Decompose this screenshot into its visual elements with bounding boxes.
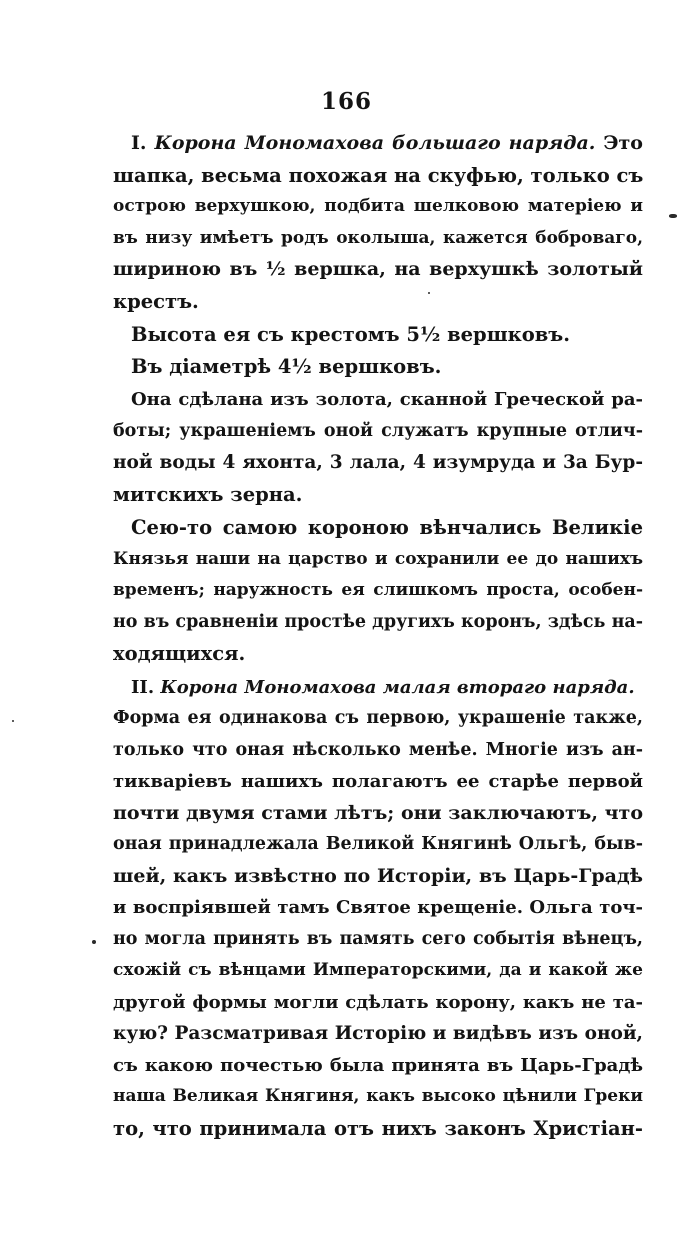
text-line: Высота ея съ крестомъ 5½ вершковъ. [131, 323, 571, 346]
text-line: ной воды 4 яхонта, 3 лала, 4 изумруда и 3а Бур- [113, 452, 643, 473]
text-line: боты; украшеніемъ оной служатъ крупные отлич- [113, 420, 643, 441]
text-line: шей, какъ извѣстно по Исторіи, въ Царь-Градѣ [113, 864, 643, 887]
text-line: Въ діаметрѣ 4½ вершковъ. [131, 354, 442, 378]
text-line: митскихъ зерна. [113, 482, 303, 506]
text-line: почти двумя стами лѣтъ; они заключаютъ, что [113, 801, 643, 824]
ink-speck [428, 292, 430, 294]
text-line: шириною въ ½ вершка, на верхушкѣ золотый [113, 258, 643, 280]
text-line: Форма ея одинакова съ первою, украшеніе также, [113, 708, 643, 728]
text-line: оная принадлежала Великой Княгинѣ Ольгѣ, быв- [113, 834, 643, 854]
page-number: 166 [320, 88, 372, 115]
text-line: только что оная нѣсколько менѣе. Многіе изъ ан- [113, 739, 643, 760]
text-line [113, 672, 643, 704]
ink-speck [12, 720, 14, 722]
text-line: кую? Разсматривая Исторію и видѣвъ изъ оной, [113, 1023, 643, 1044]
text-line: но въ сравненіи простѣе другихъ коронъ, здѣсь на- [113, 611, 643, 632]
text-line: тикваріевъ нашихъ полагаютъ ее старѣе первой [113, 771, 643, 792]
text-line: ходящихся. [113, 642, 246, 665]
text-line: съ какою почестью была принята въ Царь-Градѣ [113, 1054, 643, 1076]
ink-speck [669, 214, 677, 218]
text-line: другой формы могли сдѣлать корону, какъ не та- [113, 991, 643, 1013]
text-line: шапка, весьма похожая на скуфью, только съ [113, 163, 643, 187]
text-line [113, 128, 643, 160]
text-line: и воспріявшей тамъ Святое крещеніе. Ольга точ- [113, 897, 643, 918]
section-heading: Корона Мономахова большаго наряда. [154, 132, 596, 154]
text-line: острою верхушкою, подбита шелковою матеріею и [113, 196, 643, 216]
text-line: но могла принять въ память сего событія вѣнецъ, [113, 928, 643, 949]
body-text [113, 128, 643, 1144]
text-line: Князья наши на царство и сохранили ее до нашихъ [113, 548, 643, 569]
text-line: Сею-то самою короною вѣнчались Великіе [131, 516, 643, 539]
text-line: временъ; наружность ея слишкомъ проста, особен- [113, 580, 643, 600]
section-heading: Корона Мономахова малая втораго наряда. [160, 676, 635, 698]
text-run: Это [595, 132, 643, 154]
text-line: въ низу имѣетъ родъ околыша, кажется боброваго, [113, 227, 643, 248]
text-line: то, что принимала отъ нихъ законъ Христіан- [113, 1116, 643, 1140]
text-line: схожій съ вѣнцами Императорскими, да и какой же [113, 960, 643, 980]
text-line: Она сдѣлана изъ золота, сканной Греческой ра- [131, 389, 643, 410]
text-line: наша Великая Княгиня, какъ высоко цѣнили Греки [113, 1086, 643, 1106]
ink-speck [92, 940, 96, 944]
text-line: крестъ. [113, 289, 199, 313]
section-number: II. [131, 676, 161, 698]
section-number: I. [131, 132, 155, 154]
